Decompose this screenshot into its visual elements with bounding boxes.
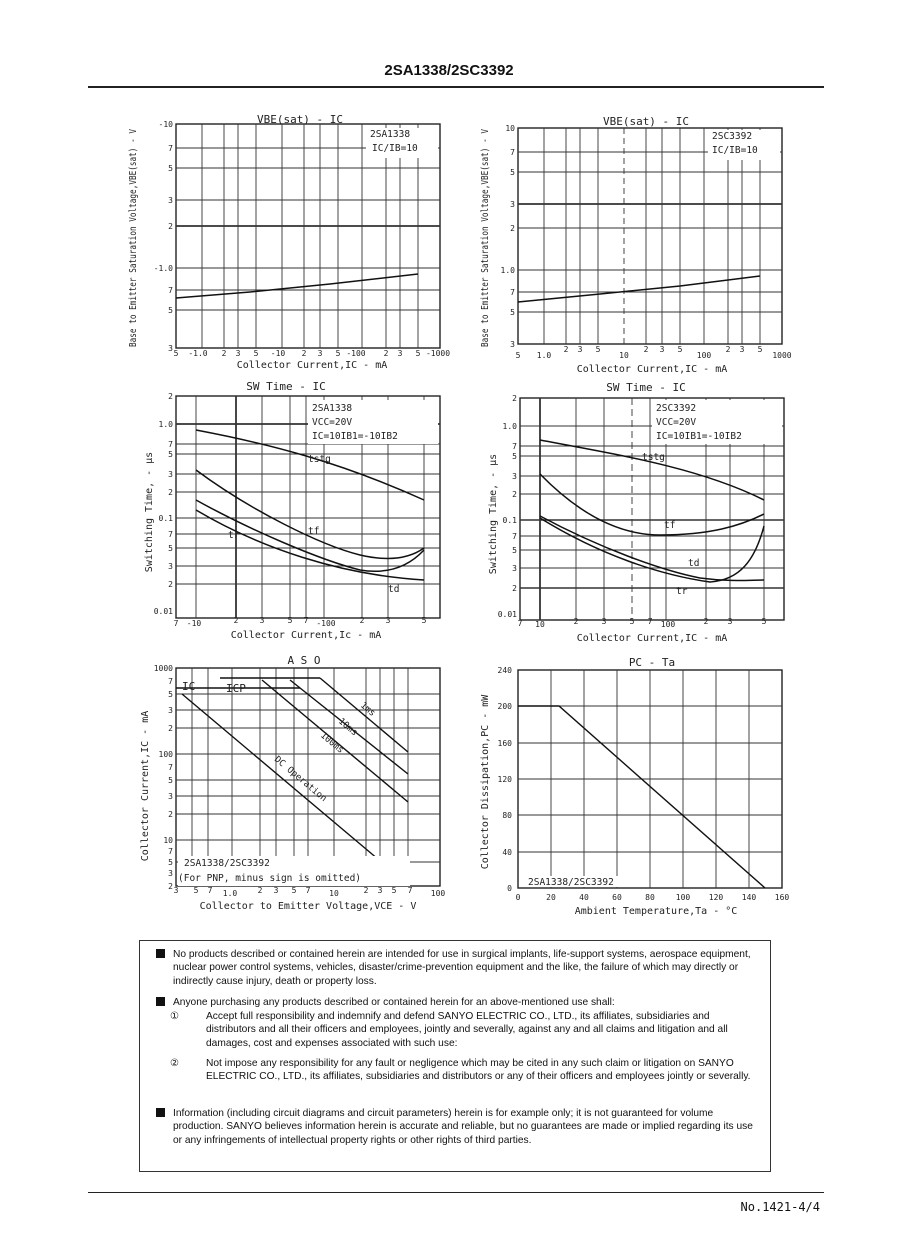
xtick: 5	[291, 886, 297, 895]
xtick: 5	[629, 617, 635, 626]
page-title: 2SA1338/2SC3392	[384, 62, 514, 79]
xtick: 3	[601, 617, 607, 626]
ytick: 10	[505, 124, 515, 133]
xtick: 20	[546, 893, 556, 902]
ytick: -10	[158, 120, 173, 129]
xtick: 5	[253, 349, 259, 358]
xtick: 5	[515, 351, 521, 360]
xtick: 10	[329, 889, 339, 898]
xtick: 2	[573, 617, 579, 626]
xtick: -1000	[425, 349, 451, 358]
chart-note-device: 2SA1338/2SC3392	[528, 877, 614, 888]
ytick: 5	[168, 306, 173, 315]
xtick: 7	[517, 619, 523, 628]
xtick: 100	[660, 620, 676, 629]
xtick: 0	[515, 893, 521, 902]
chart-title: VBE(sat) - IC	[256, 113, 344, 126]
ytick: 2	[512, 584, 517, 593]
ytick: 2	[168, 580, 173, 589]
xtick: 2	[383, 349, 389, 358]
xtick: -10	[186, 619, 202, 628]
ytick: 7	[168, 286, 173, 295]
y-axis-label: Collector Dissipation,PC - mW	[480, 694, 491, 870]
xtick: 1.0	[222, 889, 238, 898]
curve-label: tr	[228, 530, 240, 541]
pc-derating-line	[518, 706, 765, 888]
curve-label: ICP	[226, 682, 246, 695]
xtick: 2	[233, 616, 239, 625]
xtick: 2	[221, 349, 227, 358]
xtick: 3	[235, 349, 241, 358]
xtick: 1000	[772, 351, 792, 360]
ytick: 120	[497, 775, 512, 784]
bullet-square-icon	[156, 997, 165, 1006]
xtick: 2	[725, 345, 731, 354]
ytick: 2	[168, 222, 173, 231]
ytick: 0.1	[158, 514, 173, 523]
ytick: 5	[168, 164, 173, 173]
footer-rule	[88, 1192, 824, 1193]
xtick: 7	[303, 616, 309, 625]
xtick: 100	[696, 351, 712, 360]
curve-label: tstg	[308, 454, 331, 465]
ytick: 40	[502, 848, 512, 857]
ytick: 100	[158, 750, 173, 759]
ytick: -1.0	[153, 264, 173, 273]
chart-vbe-2sa1338	[128, 78, 451, 371]
ytick: 1.0	[500, 266, 515, 275]
ytick: 5	[512, 546, 517, 555]
ytick: 7	[168, 677, 173, 686]
ytick: 3	[168, 470, 173, 479]
xtick: 100	[430, 889, 446, 898]
notice-subitem: Accept full responsibility and indemnify and defend SANYO ELECTRIC CO., LTD., its affiliates, subsidiaries and distributors and all their officers and employees, jointly and severally, against any and all claims and litigation and all damages, cost and expenses associated with such use:	[206, 1011, 728, 1049]
xtick: 80	[645, 893, 655, 902]
chart-note-device: 2SA1338	[312, 403, 353, 414]
x-axis-label: Collector Current,IC - mA	[236, 360, 388, 371]
xtick: 2	[257, 886, 263, 895]
xtick: 2	[643, 345, 649, 354]
chart-note-device: 2SA1338/2SC3392	[184, 858, 270, 869]
xtick: 7	[407, 886, 413, 895]
ytick: 7	[512, 442, 517, 451]
chart-note-device: 2SC3392	[656, 403, 697, 414]
xtick: -100	[316, 619, 336, 628]
ytick: 2	[510, 224, 515, 233]
ytick: 7	[168, 847, 173, 856]
curve-label: 100ms	[318, 730, 346, 756]
ytick: 5	[168, 858, 173, 867]
xtick: 2	[703, 617, 709, 626]
ytick: 3	[168, 869, 173, 878]
chart-note-condition: IC=10IB1=-10IB2	[656, 431, 742, 442]
chart-note-ratio: IC/IB=10	[712, 145, 758, 156]
ytick: 2	[512, 490, 517, 499]
ytick: 7	[168, 530, 173, 539]
xtick: 2	[363, 886, 369, 895]
xtick: -1.0	[188, 349, 208, 358]
xtick: 160	[774, 893, 790, 902]
xtick: 3	[385, 616, 391, 625]
curve-label: td	[388, 584, 400, 595]
ytick: 160	[497, 739, 512, 748]
y-axis-label: Base to Emitter Saturation Voltage,VBE(sat) - V	[128, 78, 139, 347]
xtick: 7	[173, 619, 179, 628]
ytick: 5	[510, 168, 515, 177]
ytick: 3	[512, 564, 517, 573]
ytick: 0.01	[497, 610, 517, 619]
chart-swtime-2sa1338	[144, 380, 440, 641]
chart-note-device: 2SA1338	[370, 129, 411, 140]
notice-item	[156, 948, 761, 988]
xtick: 100	[675, 893, 691, 902]
ytick: 5	[168, 690, 173, 699]
xtick: 3	[173, 886, 179, 895]
circled-number-1: ①	[170, 1011, 180, 1022]
ytick: 10	[163, 836, 173, 845]
y-axis-label: Collector Current,IC - mA	[140, 710, 151, 862]
ytick: 7	[168, 144, 173, 153]
chart-note-condition: IC=10IB1=-10IB2	[312, 431, 398, 442]
ytick: 3	[168, 562, 173, 571]
xtick: 3	[727, 617, 733, 626]
notice-item	[156, 996, 761, 1009]
ytick: 3	[168, 196, 173, 205]
circled-number-2: ②	[170, 1058, 180, 1069]
ytick: 3	[168, 344, 173, 353]
xtick: 2	[359, 616, 365, 625]
xtick: 2	[563, 345, 569, 354]
xtick: 3	[259, 616, 265, 625]
ytick: 80	[502, 811, 512, 820]
ytick: 2	[168, 882, 173, 891]
xtick: 5	[287, 616, 293, 625]
chart-title: SW Time - IC	[606, 381, 686, 394]
notice-item	[156, 1107, 761, 1147]
ytick: 7	[168, 763, 173, 772]
xtick: 5	[595, 345, 601, 354]
xtick: 60	[612, 893, 622, 902]
xtick: 5	[421, 616, 427, 625]
xtick: 5	[173, 349, 179, 358]
chart-note-device: 2SC3392	[712, 131, 753, 142]
chart-vbe-2sc3392	[480, 78, 792, 375]
ytick: 3	[512, 472, 517, 481]
xtick: 5	[761, 617, 767, 626]
chart-note-ratio: IC/IB=10	[372, 143, 418, 154]
xtick: 10	[535, 620, 545, 629]
notice-text: Information (including circuit diagrams and circuit parameters) herein is for example only; it is not guaranteed for volume production. SANYO believes information herein is accurate and reliable, but no guarantees are made or implied regarding its use or any infringements of intellectual property rights or other rights of third parties.	[173, 1108, 753, 1146]
ytick: 240	[497, 666, 512, 675]
xtick: 5	[193, 886, 199, 895]
ytick: 3	[510, 200, 515, 209]
ytick: 5	[168, 544, 173, 553]
xtick: -100	[346, 349, 366, 358]
ytick: 2	[168, 810, 173, 819]
chart-note-vcc: VCC=20V	[656, 417, 697, 428]
ytick: 2	[168, 724, 173, 733]
xtick: 3	[577, 345, 583, 354]
xtick: 3	[397, 349, 403, 358]
curve-label: 10ms	[336, 716, 360, 739]
chart-title: SW Time - IC	[246, 380, 326, 393]
chart-title: PC - Ta	[628, 656, 676, 669]
ytick: 1000	[153, 664, 173, 673]
ytick: 5	[512, 452, 517, 461]
xtick: 120	[708, 893, 724, 902]
ytick: 1.0	[502, 422, 517, 431]
x-axis-label: Collector to Emitter Voltage,VCE - V	[199, 901, 417, 912]
notice-text: No products described or contained herein are intended for use in surgical implants, life-support systems, aerospace equipment, nuclear power control systems, vehicles, disaster/crime-prevention equipment and the like, the failure of which may directly or indirectly cause injury, death or property loss.	[173, 949, 751, 987]
xtick: -10	[270, 349, 286, 358]
ytick: 5	[168, 450, 173, 459]
ytick: 7	[510, 288, 515, 297]
xtick: 5	[757, 345, 763, 354]
chart-note-vcc: VCC=20V	[312, 417, 353, 428]
ytick: 3	[168, 792, 173, 801]
xtick: 7	[647, 617, 653, 626]
x-axis-label: Collector Current,IC - mA	[576, 364, 728, 375]
chart-title: VBE(sat) - IC	[602, 115, 690, 128]
curve-label: tf	[308, 526, 320, 537]
ytick: 2	[168, 392, 173, 401]
xtick: 3	[739, 345, 745, 354]
xtick: 140	[741, 893, 757, 902]
curve-label: DC Operation	[272, 754, 329, 805]
ytick: 0	[507, 884, 512, 893]
x-axis-label: Collector Current,IC - mA	[576, 633, 728, 644]
ytick: 200	[497, 702, 512, 711]
xtick: 1.0	[536, 351, 552, 360]
curve-label: tf	[664, 520, 676, 531]
notice-text: Anyone purchasing any products described or contained herein for an above-mentioned use shall:	[173, 997, 615, 1008]
chart-aso	[140, 654, 445, 912]
ytick: 2	[512, 394, 517, 403]
xtick: 3	[377, 886, 383, 895]
ytick: 3	[510, 340, 515, 349]
ytick: 7	[510, 148, 515, 157]
ytick: 5	[168, 776, 173, 785]
xtick: 7	[207, 886, 213, 895]
y-axis-label: Base to Emitter Saturation Voltage,VBE(sat) - V	[480, 78, 491, 347]
ytick: 7	[512, 532, 517, 541]
notice-subitem: Not impose any responsibility for any fault or negligence which may be cited in any such claim or litigation on SANYO ELECTRIC CO., LTD., its affiliates, subsidiaries and distributors or any of their officers and employees jointly or severally.	[206, 1058, 751, 1083]
curve-label: IC	[182, 680, 196, 693]
xtick: 5	[391, 886, 397, 895]
xtick: 40	[579, 893, 589, 902]
y-axis-label: Switching Time, - μs	[144, 451, 155, 573]
xtick: 10	[619, 351, 629, 360]
ytick: 1.0	[158, 420, 173, 429]
bullet-square-icon	[156, 949, 165, 958]
curve-label: 1ms	[358, 700, 377, 719]
xtick: 3	[317, 349, 323, 358]
y-axis-label: Switching Time, - μs	[488, 453, 499, 575]
curve-label: tstg	[642, 452, 665, 463]
ytick: 0.01	[153, 607, 173, 616]
xtick: 3	[273, 886, 279, 895]
curve-label: td	[688, 558, 700, 569]
chart-pc-ta	[480, 656, 789, 917]
xtick: 5	[335, 349, 341, 358]
chart-swtime-2sc3392	[488, 381, 784, 644]
chart-note-sign: (For PNP, minus sign is omitted)	[178, 873, 362, 884]
chart-title: A S O	[287, 654, 321, 667]
xtick: 2	[301, 349, 307, 358]
xtick: 5	[677, 345, 683, 354]
ytick: 0.1	[502, 516, 517, 525]
bullet-square-icon	[156, 1108, 165, 1117]
ytick: 3	[168, 706, 173, 715]
x-axis-label: Collector Current,Ic - mA	[230, 630, 382, 641]
curve-label: tr	[676, 586, 688, 597]
xtick: 3	[659, 345, 665, 354]
disclaimer-box	[139, 940, 771, 1172]
ytick: 5	[510, 308, 515, 317]
xtick: 7	[305, 886, 311, 895]
page-number: No.1421-4/4	[740, 1200, 820, 1214]
xtick: 5	[415, 349, 421, 358]
x-axis-label: Ambient Temperature,Ta - °C	[574, 906, 738, 917]
ytick: 7	[168, 440, 173, 449]
ytick: 2	[168, 488, 173, 497]
